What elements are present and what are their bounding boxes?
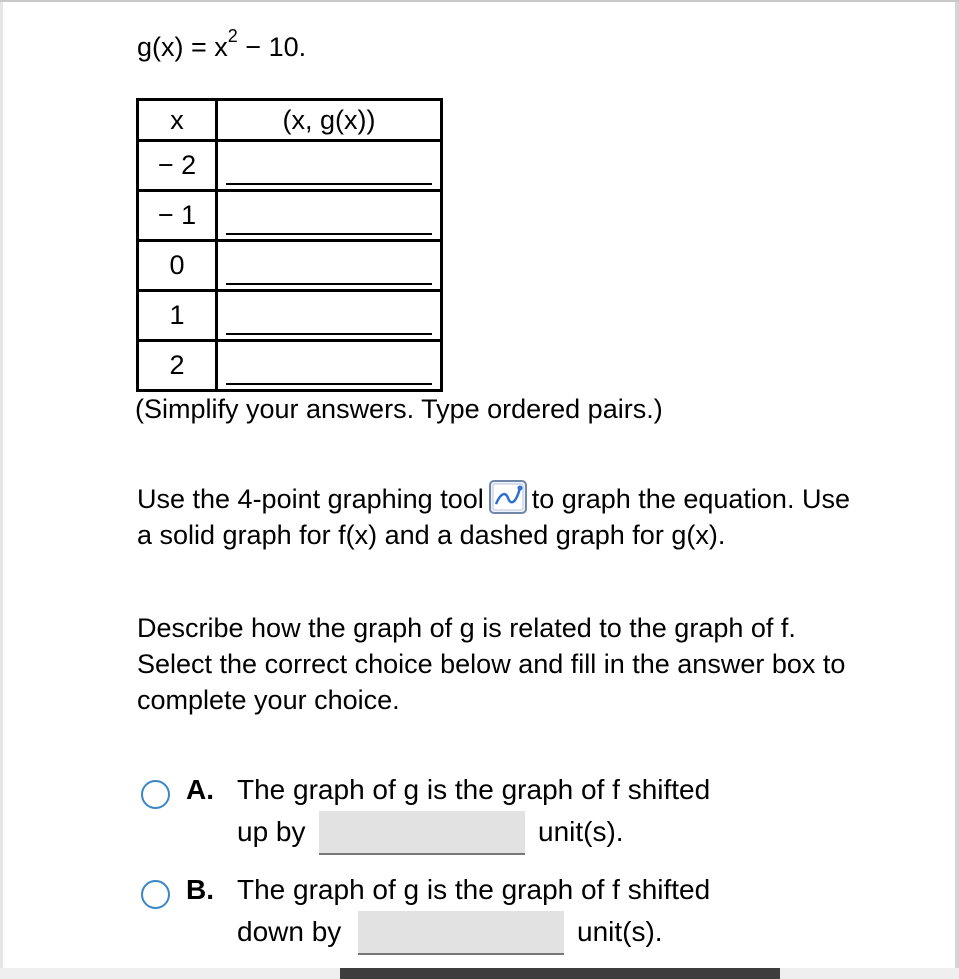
answer-input[interactable] <box>226 183 432 185</box>
x-value: 2 <box>138 341 217 391</box>
answer-input-cell[interactable] <box>217 341 442 391</box>
header-pair: (x, g(x)) <box>217 100 442 141</box>
instruction-text: Use the 4-point graphing tool <box>137 484 484 514</box>
answer-box-b[interactable] <box>358 911 564 955</box>
radio-choice-b[interactable] <box>141 880 170 909</box>
simplify-note: (Simplify your answers. Type ordered pairs.) <box>135 394 663 424</box>
describe-line1: Describe how the graph of g is related to the graph of f. <box>137 613 796 643</box>
instruction-text-2: to graph the equation. Use <box>531 484 850 514</box>
radio-choice-a[interactable] <box>141 780 170 809</box>
answer-input[interactable] <box>226 283 432 285</box>
horizontal-scrollbar[interactable] <box>0 968 959 979</box>
choice-b-prefix: down by <box>237 916 342 947</box>
ordered-pairs-table <box>136 98 443 392</box>
graph-instructions <box>137 478 937 553</box>
equation-rhs: − 10. <box>237 32 307 62</box>
graphing-tool-icon[interactable] <box>488 478 528 516</box>
header-x: x <box>138 100 217 141</box>
choice-a-letter: A. <box>186 774 214 805</box>
x-value: 0 <box>138 241 217 291</box>
choice-a-suffix: unit(s). <box>538 816 624 847</box>
table-row <box>138 341 442 391</box>
describe-line3: complete your choice. <box>137 685 400 715</box>
horizontal-scroll-thumb[interactable] <box>340 968 780 979</box>
instruction-line2: a solid graph for f(x) and a dashed graph for g(x). <box>137 520 726 550</box>
answer-input-cell[interactable] <box>217 141 442 191</box>
answer-input-cell[interactable] <box>217 291 442 341</box>
table-row <box>138 241 442 291</box>
answer-input[interactable] <box>226 333 432 335</box>
table-row <box>138 291 442 341</box>
table-row <box>138 141 442 191</box>
choice-b-text: The graph of g is the graph of f shifted <box>237 874 711 905</box>
answer-input-cell[interactable] <box>217 191 442 241</box>
answer-box-a[interactable] <box>319 811 525 855</box>
table-row <box>138 191 442 241</box>
equation <box>137 26 307 63</box>
x-value: 1 <box>138 291 217 341</box>
choice-a-text: The graph of g is the graph of f shifted <box>237 774 711 805</box>
answer-input-cell[interactable] <box>217 241 442 291</box>
equation-lhs: g(x) = x <box>137 32 228 62</box>
x-value: − 2 <box>138 141 217 191</box>
answer-input[interactable] <box>226 233 432 235</box>
top-edge <box>0 0 959 2</box>
left-edge <box>0 0 3 979</box>
scrollbar-track[interactable] <box>955 0 959 979</box>
describe-line2: Select the correct choice below and fill in the answer box to <box>137 649 846 679</box>
choice-a-prefix: up by <box>237 816 306 847</box>
answer-input[interactable] <box>226 383 432 385</box>
x-value: − 1 <box>138 191 217 241</box>
choice-b-suffix: unit(s). <box>577 916 663 947</box>
choice-b-letter: B. <box>186 874 214 905</box>
table-header-row <box>138 100 442 141</box>
equation-exponent: 2 <box>227 26 238 46</box>
describe-prompt <box>137 610 937 718</box>
